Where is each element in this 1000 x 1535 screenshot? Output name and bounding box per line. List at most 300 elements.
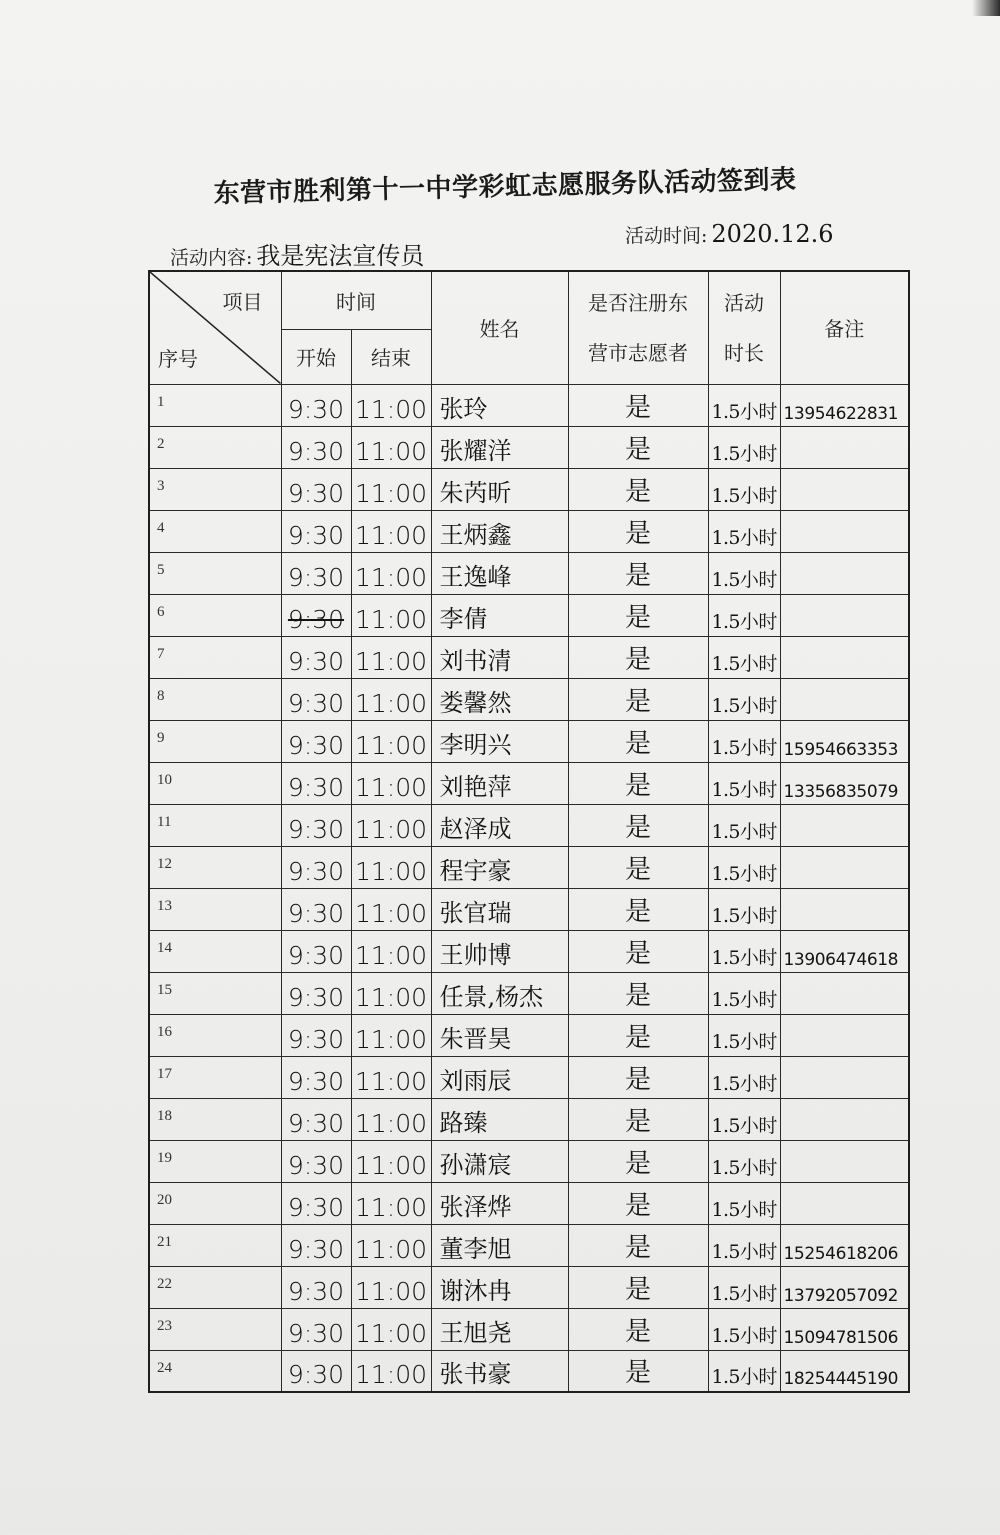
table-row: [149, 1098, 909, 1140]
registered-flag: 是: [624, 896, 651, 927]
start-time-cell: [281, 972, 351, 1014]
start-time-cell: [281, 552, 351, 594]
table-row: [149, 384, 909, 426]
end-time-cell: [351, 1098, 431, 1140]
participant-name: 王帅博: [439, 940, 512, 969]
row-number-cell: [149, 1140, 281, 1182]
participant-name-cell: [431, 1308, 568, 1350]
start-time-cell: [281, 1182, 351, 1224]
participant-name: 路臻: [439, 1108, 488, 1137]
header-name: [431, 271, 568, 384]
remark-phone-cell: [780, 930, 909, 972]
activity-duration-cell: [708, 1308, 780, 1350]
activity-duration-cell: [708, 930, 780, 972]
start-time-cell: [281, 720, 351, 762]
row-number: 19: [157, 1149, 172, 1166]
activity-duration-cell: [708, 972, 780, 1014]
registered-flag-cell: [568, 552, 708, 594]
registered-flag-cell: [568, 888, 708, 930]
registered-flag: 是: [624, 728, 651, 759]
registered-flag-cell: [568, 762, 708, 804]
remark-phone-cell: [780, 1350, 909, 1392]
registered-flag-cell: [568, 930, 708, 972]
end-time-cell: [351, 720, 431, 762]
end-time-cell: [351, 1350, 431, 1392]
activity-duration: 1.5小时: [711, 1198, 777, 1221]
start-time: 9:30: [287, 1108, 345, 1138]
end-time-cell: [351, 594, 431, 636]
registered-flag: 是: [624, 1274, 651, 1305]
registered-flag: 是: [624, 1106, 651, 1137]
end-time: 11:00: [354, 1192, 428, 1222]
row-number: 2: [157, 435, 165, 452]
row-number: 5: [157, 561, 165, 578]
activity-duration-cell: [708, 1140, 780, 1182]
start-time-cell: [281, 1098, 351, 1140]
participant-name: 张泽烨: [439, 1192, 512, 1221]
row-number-cell: [149, 1014, 281, 1056]
end-time-cell: [351, 1056, 431, 1098]
registered-flag-cell: [568, 1266, 708, 1308]
end-time: 11:00: [354, 436, 428, 466]
activity-duration: 1.5小时: [711, 1072, 777, 1095]
header-index: 序号: [158, 346, 198, 371]
registered-flag: 是: [624, 392, 651, 423]
participant-name-cell: [431, 972, 568, 1014]
remark-phone-cell: [780, 1014, 909, 1056]
start-time-cell: [281, 678, 351, 720]
table-row: [149, 1350, 909, 1392]
start-time: 9:30: [287, 1066, 345, 1096]
registered-flag: 是: [624, 1190, 651, 1221]
start-time-cell: [281, 636, 351, 678]
activity-duration-cell: [708, 1056, 780, 1098]
row-number-cell: [149, 510, 281, 552]
registered-flag-cell: [568, 1350, 708, 1392]
activity-duration-cell: [708, 1350, 780, 1392]
activity-duration-cell: [708, 762, 780, 804]
end-time-cell: [351, 468, 431, 510]
participant-name: 刘书清: [439, 646, 512, 675]
remark-phone-cell: [780, 468, 909, 510]
registered-flag-cell: [568, 510, 708, 552]
start-time-cell: [281, 1350, 351, 1392]
row-number: 1: [157, 393, 165, 410]
end-time: 11:00: [354, 898, 428, 928]
row-number: 21: [157, 1233, 172, 1250]
participant-name: 赵泽成: [439, 814, 512, 843]
remark-phone-cell: [780, 594, 909, 636]
start-time: 9:30: [287, 814, 345, 844]
participant-name-cell: [431, 636, 568, 678]
registered-flag: 是: [624, 1148, 651, 1179]
participant-name: 刘雨辰: [439, 1066, 512, 1095]
registered-flag: 是: [624, 854, 651, 885]
participant-name-cell: [431, 1182, 568, 1224]
header-time: [281, 271, 431, 329]
row-number: 14: [157, 939, 172, 956]
start-time-cell: [281, 468, 351, 510]
remark-phone-cell: [780, 552, 909, 594]
participant-name-cell: [431, 930, 568, 972]
registered-flag-cell: [568, 1182, 708, 1224]
activity-duration: 1.5小时: [711, 820, 777, 843]
activity-duration-cell: [708, 846, 780, 888]
activity-duration-cell: [708, 552, 780, 594]
registered-flag: 是: [624, 770, 651, 801]
row-number-cell: [149, 1182, 281, 1224]
table-row: [149, 1182, 909, 1224]
end-time: 11:00: [354, 1024, 428, 1054]
registered-flag: 是: [624, 1358, 651, 1388]
row-number: 11: [157, 813, 172, 830]
end-time-cell: [351, 888, 431, 930]
header-duration: [708, 271, 780, 384]
end-time: 11:00: [354, 646, 428, 676]
participant-name-cell: [431, 468, 568, 510]
start-time-cell: [281, 1140, 351, 1182]
header-name-text: 姓名: [479, 317, 520, 342]
activity-time-label: 活动时间:: [625, 225, 708, 247]
row-number-cell: [149, 846, 281, 888]
table-row: [149, 720, 909, 762]
row-number: 13: [157, 897, 172, 914]
remark-phone-cell: [780, 846, 909, 888]
registered-flag: 是: [624, 1232, 651, 1263]
registered-flag-cell: [568, 384, 708, 426]
start-time-cell: [281, 384, 351, 426]
remark-phone: 15954663353: [783, 739, 899, 760]
activity-duration: 1.5小时: [711, 484, 777, 507]
remark-phone: 13792057092: [783, 1285, 899, 1306]
remark-phone-cell: [780, 972, 909, 1014]
activity-duration: 1.5小时: [711, 1282, 777, 1305]
registered-flag-cell: [568, 678, 708, 720]
activity-duration-cell: [708, 888, 780, 930]
remark-phone-cell: [780, 1182, 909, 1224]
activity-duration: 1.5小时: [711, 1114, 777, 1137]
end-time-cell: [351, 636, 431, 678]
activity-duration-cell: [708, 720, 780, 762]
participant-name-cell: [431, 1266, 568, 1308]
registered-flag-cell: [568, 1308, 708, 1350]
header-item-index-cell: [149, 271, 281, 384]
remark-phone-cell: [780, 1266, 909, 1308]
registered-flag-cell: [568, 1140, 708, 1182]
activity-duration: 1.5小时: [711, 1324, 777, 1347]
remark-phone-cell: [780, 888, 909, 930]
registered-flag: 是: [624, 434, 651, 465]
end-time: 11:00: [354, 856, 428, 886]
start-time-cell: [281, 1266, 351, 1308]
participant-name: 程宇豪: [439, 856, 512, 885]
table-row: [149, 846, 909, 888]
participant-name-cell: [431, 1098, 568, 1140]
participant-name: 谢沐冉: [439, 1276, 512, 1305]
remark-phone: 13954622831: [783, 403, 899, 424]
remark-phone-cell: [780, 678, 909, 720]
table-row: [149, 468, 909, 510]
start-time-cell: [281, 510, 351, 552]
end-time-cell: [351, 426, 431, 468]
participant-name-cell: [431, 1056, 568, 1098]
start-time: 9:30: [287, 604, 345, 634]
row-number-cell: [149, 1350, 281, 1392]
header-item: 项目: [222, 290, 263, 314]
participant-name-cell: [431, 1350, 568, 1392]
participant-name: 李倩: [439, 604, 488, 633]
activity-duration: 1.5小时: [711, 1156, 777, 1179]
row-number: 18: [157, 1107, 172, 1124]
table-row: [149, 1140, 909, 1182]
participant-name-cell: [431, 804, 568, 846]
activity-duration-cell: [708, 426, 780, 468]
start-time: 9:30: [287, 394, 345, 424]
remark-phone-cell: [780, 720, 909, 762]
row-number: 20: [157, 1191, 172, 1208]
header-remark: [780, 271, 909, 384]
registered-flag: 是: [624, 938, 651, 969]
table-row: [149, 972, 909, 1014]
remark-phone: 15094781506: [783, 1327, 899, 1348]
participant-name: 朱芮昕: [439, 478, 512, 507]
activity-duration: 1.5小时: [711, 904, 777, 927]
participant-name-cell: [431, 678, 568, 720]
start-time-cell: [281, 1014, 351, 1056]
row-number-cell: [149, 888, 281, 930]
participant-name: 朱晋昊: [439, 1024, 512, 1053]
participant-name: 刘艳萍: [439, 772, 512, 801]
row-number-cell: [149, 468, 281, 510]
start-time-cell: [281, 762, 351, 804]
table-row: [149, 888, 909, 930]
row-number: 8: [157, 687, 165, 704]
remark-phone: 13356835079: [783, 781, 899, 802]
registered-flag-cell: [568, 846, 708, 888]
activity-duration: 1.5小时: [711, 1030, 777, 1053]
start-time-cell: [281, 930, 351, 972]
activity-duration-cell: [708, 384, 780, 426]
activity-duration-cell: [708, 468, 780, 510]
start-time-cell: [281, 888, 351, 930]
participant-name: 孙潇宸: [439, 1150, 512, 1179]
participant-name-cell: [431, 594, 568, 636]
activity-duration: 1.5小时: [711, 1240, 777, 1263]
registered-flag: 是: [624, 560, 651, 591]
participant-name: 王逸峰: [439, 562, 512, 591]
registered-flag-cell: [568, 1014, 708, 1056]
end-time-cell: [351, 762, 431, 804]
end-time-cell: [351, 1182, 431, 1224]
start-time: 9:30: [287, 730, 345, 760]
table-row: [149, 1308, 909, 1350]
end-time: 11:00: [354, 520, 428, 550]
header-remark-text: 备注: [824, 317, 865, 342]
start-time: 9:30: [287, 520, 345, 550]
row-number: 3: [157, 477, 165, 494]
start-time: 9:30: [287, 1318, 345, 1348]
remark-phone-cell: [780, 1224, 909, 1266]
participant-name-cell: [431, 1014, 568, 1056]
sign-in-table: [148, 270, 910, 1393]
participant-name: 董李旭: [439, 1234, 512, 1263]
row-number-cell: [149, 1098, 281, 1140]
registered-flag: 是: [624, 980, 651, 1011]
table-row: [149, 1014, 909, 1056]
row-number-cell: [149, 426, 281, 468]
end-time: 11:00: [354, 1318, 428, 1348]
end-time: 11:00: [354, 814, 428, 844]
start-time: 9:30: [287, 1360, 345, 1389]
start-time: 9:30: [287, 436, 345, 466]
end-time-cell: [351, 510, 431, 552]
end-time: 11:00: [354, 1234, 428, 1264]
row-number-cell: [149, 972, 281, 1014]
row-number-cell: [149, 678, 281, 720]
table-row: [149, 636, 909, 678]
activity-duration: 1.5小时: [711, 526, 777, 549]
end-time-cell: [351, 1308, 431, 1350]
registered-flag-cell: [568, 804, 708, 846]
participant-name-cell: [431, 510, 568, 552]
table-row: [149, 804, 909, 846]
start-time-cell: [281, 1308, 351, 1350]
remark-phone-cell: [780, 1140, 909, 1182]
end-time: 11:00: [354, 982, 428, 1012]
row-number-cell: [149, 636, 281, 678]
row-number: 7: [157, 645, 165, 662]
start-time: 9:30: [287, 1024, 345, 1054]
remark-phone: 15254618206: [783, 1243, 899, 1264]
participant-name-cell: [431, 1224, 568, 1266]
registered-flag-cell: [568, 1098, 708, 1140]
participant-name-cell: [431, 720, 568, 762]
registered-flag-cell: [568, 594, 708, 636]
start-time-cell: [281, 1056, 351, 1098]
activity-duration: 1.5小时: [711, 778, 777, 801]
row-number: 22: [157, 1275, 172, 1292]
row-number: 24: [157, 1359, 172, 1376]
row-number-cell: [149, 1224, 281, 1266]
table-row: [149, 1224, 909, 1266]
registered-flag: 是: [624, 518, 651, 549]
row-number: 10: [157, 771, 172, 788]
registered-flag: 是: [624, 1022, 651, 1053]
remark-phone-cell: [780, 804, 909, 846]
activity-duration: 1.5小时: [711, 442, 777, 465]
remark-phone-cell: [780, 510, 909, 552]
start-time: 9:30: [287, 1192, 345, 1222]
header-time-text: 时间: [336, 289, 376, 314]
activity-time: [625, 220, 834, 248]
registered-flag: 是: [624, 1316, 651, 1347]
start-time: 9:30: [287, 856, 345, 886]
table-row: [149, 678, 909, 720]
end-time-cell: [351, 678, 431, 720]
row-number-cell: [149, 762, 281, 804]
registered-flag-cell: [568, 636, 708, 678]
table-header: [149, 271, 909, 384]
registered-flag-cell: [568, 720, 708, 762]
participant-name: 任景,杨杰: [439, 982, 544, 1011]
end-time: 11:00: [354, 394, 428, 424]
activity-duration: 1.5小时: [711, 400, 777, 423]
start-time: 9:30: [287, 646, 345, 676]
activity-duration-cell: [708, 510, 780, 552]
row-number-cell: [149, 1308, 281, 1350]
remark-phone-cell: [780, 1098, 909, 1140]
end-time: 11:00: [354, 1360, 428, 1389]
start-time: 9:30: [287, 940, 345, 970]
row-number-cell: [149, 930, 281, 972]
registered-flag-cell: [568, 426, 708, 468]
start-time-cell: [281, 1224, 351, 1266]
start-time: 9:30: [287, 982, 345, 1012]
participant-name: 李明兴: [439, 730, 512, 759]
activity-content-label: 活动内容:: [170, 247, 253, 269]
activity-duration: 1.5小时: [711, 988, 777, 1011]
start-time: 9:30: [287, 772, 345, 802]
row-number: 16: [157, 1023, 172, 1040]
activity-content-value: 我是宪法宣传员: [256, 242, 425, 270]
end-time-cell: [351, 1014, 431, 1056]
row-number: 4: [157, 519, 165, 536]
remark-phone: 13906474618: [783, 949, 899, 970]
end-time: 11:00: [354, 1150, 428, 1180]
header-duration-text: 活动时长: [724, 290, 764, 365]
end-time: 11:00: [354, 940, 428, 970]
activity-duration-cell: [708, 594, 780, 636]
activity-duration: 1.5小时: [711, 736, 777, 759]
participant-name: 张玲: [439, 394, 488, 423]
activity-duration-cell: [708, 1182, 780, 1224]
start-time: 9:30: [287, 688, 345, 718]
participant-name: 王炳鑫: [439, 520, 512, 549]
start-time-cell: [281, 846, 351, 888]
participant-name: 张耀洋: [439, 436, 512, 465]
header-start-text: 开始: [296, 346, 336, 370]
registered-flag: 是: [624, 644, 651, 675]
registered-flag: 是: [624, 1064, 651, 1095]
activity-duration-cell: [708, 1014, 780, 1056]
participant-name: 王旭尧: [439, 1318, 512, 1347]
remark-phone-cell: [780, 762, 909, 804]
activity-time-value: 2020.12.6: [711, 220, 834, 248]
registered-flag: 是: [624, 812, 651, 843]
activity-duration-cell: [708, 636, 780, 678]
registered-flag: 是: [624, 686, 651, 717]
registered-flag-cell: [568, 972, 708, 1014]
start-time: 9:30: [287, 898, 345, 928]
end-time: 11:00: [354, 772, 428, 802]
row-number-cell: [149, 552, 281, 594]
end-time-cell: [351, 846, 431, 888]
participant-name-cell: [431, 426, 568, 468]
start-time: 9:30: [287, 1276, 345, 1306]
row-number: 6: [157, 603, 165, 620]
row-number: 12: [157, 855, 172, 872]
start-time: 9:30: [287, 1150, 345, 1180]
table-row: [149, 594, 909, 636]
header-registered-text: 是否注册东营市志愿者: [588, 290, 688, 365]
start-time: 9:30: [287, 478, 345, 508]
row-number-cell: [149, 384, 281, 426]
remark-phone-cell: [780, 1308, 909, 1350]
end-time-cell: [351, 1140, 431, 1182]
start-time-cell: [281, 426, 351, 468]
activity-duration-cell: [708, 1266, 780, 1308]
table-row: [149, 426, 909, 468]
